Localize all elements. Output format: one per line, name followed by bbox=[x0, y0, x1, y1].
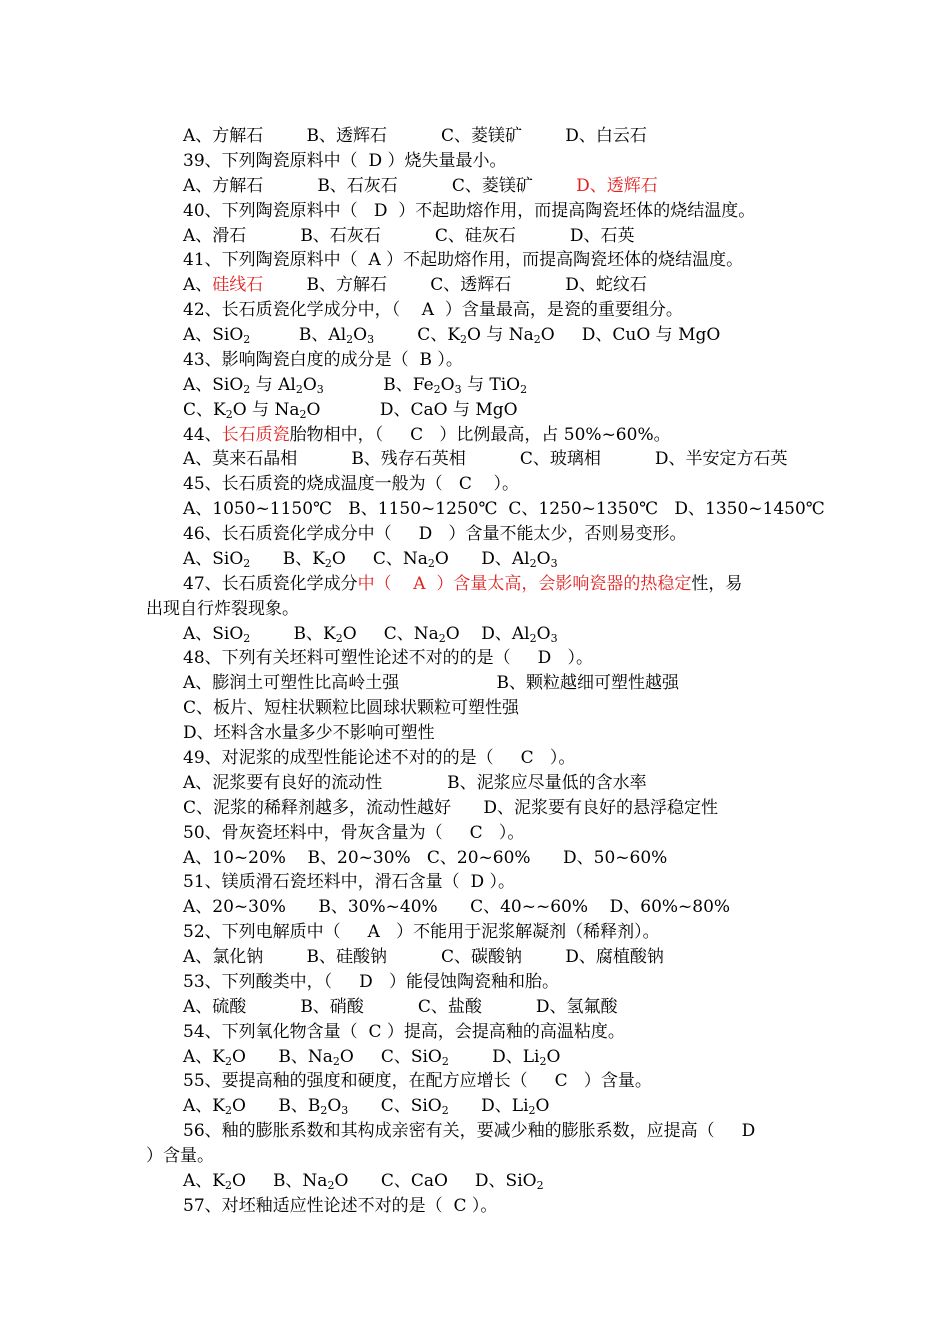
text-segment: A、硫酸 B、硝酸 C、盐酸 D、氢氟酸 bbox=[183, 996, 618, 1017]
text-segment: O bbox=[440, 374, 455, 395]
text-segment: A、10~20% B、20~30% C、20~60% D、50~60% bbox=[183, 847, 668, 868]
subscript: 3 bbox=[367, 333, 375, 347]
text-segment: 53、下列酸类中，（ D ）能侵蚀陶瓷釉和胎。 bbox=[183, 971, 559, 992]
text-segment: 49、对泥浆的成型性能论述不对的的是（ C ）。 bbox=[183, 748, 576, 768]
text-line bbox=[183, 995, 618, 1019]
subscript: 2 bbox=[320, 1104, 328, 1118]
text-segment: C、K bbox=[183, 399, 226, 420]
text-segment: O bbox=[302, 374, 317, 395]
text-line bbox=[183, 1119, 755, 1143]
text-line bbox=[183, 796, 718, 820]
subscript: 3 bbox=[550, 556, 558, 570]
text-segment: 51、镁质滑石瓷坯料中，滑石含量（ D ）。 bbox=[183, 872, 515, 893]
subscript: 2 bbox=[332, 1054, 340, 1068]
text-line bbox=[183, 870, 515, 894]
text-segment: 43、影响陶瓷白度的成分是（ B ）。 bbox=[183, 349, 463, 370]
subscript: 2 bbox=[243, 382, 251, 396]
text-segment: A、氯化钠 B、硅酸钠 C、碳酸钠 D、腐植酸钠 bbox=[183, 947, 664, 968]
text-line bbox=[183, 497, 825, 521]
text-line bbox=[183, 174, 658, 198]
text-segment: 41、下列陶瓷原料中（ A ）不起助熔作用，而提高陶瓷坯体的烧结温度。 bbox=[183, 250, 744, 271]
text-segment: 44、 bbox=[183, 424, 222, 445]
text-line bbox=[183, 696, 519, 720]
subscript: 2 bbox=[441, 1104, 449, 1118]
text-segment: 47、长石质瓷化学成分 bbox=[183, 573, 358, 594]
text-segment: A、 bbox=[183, 275, 213, 296]
text-segment: D、透辉石 bbox=[576, 175, 658, 196]
text-segment: A、1050~1150℃ B、1150~1250℃ C、1250~1350℃ D、1350~1450℃ bbox=[183, 499, 825, 520]
subscript: 2 bbox=[327, 1178, 335, 1192]
text-segment: A、方解石 B、透辉石 C、菱镁矿 D、白云石 bbox=[183, 126, 647, 146]
text-line bbox=[183, 423, 671, 447]
text-line bbox=[183, 447, 788, 471]
subscript: 2 bbox=[536, 1178, 544, 1192]
text-segment: 55、要提高釉的强度和硬度，在配方应增长（ C ）含量。 bbox=[183, 1071, 652, 1092]
text-line bbox=[183, 572, 742, 596]
text-segment: 与 TiO bbox=[461, 374, 521, 395]
text-segment: O B、Na bbox=[231, 1170, 328, 1191]
text-segment: O C、Na bbox=[331, 548, 428, 569]
subscript: 2 bbox=[243, 333, 251, 347]
text-segment: C、SiO bbox=[348, 1096, 442, 1117]
text-line bbox=[183, 1020, 625, 1044]
subscript: 3 bbox=[316, 382, 324, 396]
text-segment: B、方解石 C、透辉石 D、蛇纹石 bbox=[263, 275, 647, 296]
text-line bbox=[183, 149, 506, 173]
text-line bbox=[183, 124, 647, 148]
subscript: 2 bbox=[529, 556, 537, 570]
text-line bbox=[183, 622, 558, 646]
text-segment: 长石质瓷 bbox=[221, 424, 290, 445]
text-line bbox=[183, 920, 660, 944]
text-segment: 性，易 bbox=[691, 573, 743, 594]
text-segment: A、SiO bbox=[183, 374, 244, 395]
text-line bbox=[183, 348, 463, 372]
subscript: 2 bbox=[533, 333, 541, 347]
subscript: 2 bbox=[224, 1054, 232, 1068]
text-segment: 57、对坯釉适应性论述不对的是（ C ）。 bbox=[183, 1195, 498, 1216]
subscript: 2 bbox=[438, 631, 446, 645]
text-segment: D、Li bbox=[448, 1096, 529, 1117]
subscript: 2 bbox=[539, 1054, 547, 1068]
text-segment: 胎物相中，（ C ）比例最高，占 50%~60%。 bbox=[289, 424, 671, 445]
text-segment: 中（ A ）含量太高，会影响瓷器的热稳定 bbox=[357, 573, 692, 594]
text-segment: A、SiO bbox=[183, 548, 244, 569]
text-segment: D、坯料含水量多少不影响可塑性 bbox=[183, 723, 435, 744]
text-line bbox=[183, 472, 519, 496]
text-segment: O bbox=[536, 623, 551, 644]
text-line bbox=[183, 398, 518, 422]
subscript: 2 bbox=[243, 556, 251, 570]
text-line bbox=[183, 746, 575, 770]
subscript: 2 bbox=[295, 382, 303, 396]
text-segment: O D、CuO 与 MgO bbox=[540, 325, 721, 346]
text-segment: O C、CaO D、SiO bbox=[334, 1170, 537, 1191]
text-segment: O D、CaO 与 MgO bbox=[306, 399, 518, 420]
text-line bbox=[183, 1194, 497, 1218]
text-segment: 46、长石质瓷化学成分中（ D ）含量不能太少，否则易变形。 bbox=[183, 524, 687, 545]
text-segment: 52、下列电解质中（ A ）不能用于泥浆解凝剂（稀释剂）。 bbox=[183, 922, 660, 943]
text-segment: A、20~30% B、30%~40% C、40~~60% D、60%~80% bbox=[183, 897, 731, 918]
text-segment: O D、Al bbox=[445, 623, 530, 644]
text-segment: O B、B bbox=[231, 1096, 321, 1117]
text-segment: C、泥浆的稀释剂越多，流动性越好 D、泥浆要有良好的悬浮稳定性 bbox=[183, 797, 719, 818]
subscript: 2 bbox=[335, 631, 343, 645]
text-segment: A、K bbox=[183, 1046, 225, 1067]
text-line bbox=[183, 771, 647, 795]
text-segment: 39、下列陶瓷原料中（ D ）烧失量最小。 bbox=[183, 150, 507, 171]
text-line bbox=[183, 298, 683, 322]
text-segment: 50、骨灰瓷坯料中，骨灰含量为（ C ）。 bbox=[183, 822, 525, 843]
text-line bbox=[183, 323, 720, 347]
subscript: 2 bbox=[520, 382, 528, 396]
text-segment: O D、Al bbox=[434, 548, 530, 569]
text-segment: O 与 Na bbox=[232, 399, 300, 420]
text-segment: O bbox=[535, 1096, 550, 1117]
subscript: 2 bbox=[346, 333, 354, 347]
text-line bbox=[183, 522, 687, 546]
text-segment: O bbox=[546, 1046, 561, 1067]
text-line bbox=[183, 224, 635, 248]
text-line bbox=[183, 970, 559, 994]
subscript: 3 bbox=[341, 1104, 349, 1118]
subscript: 2 bbox=[299, 407, 307, 421]
text-segment: D、Li bbox=[448, 1046, 540, 1067]
text-segment: O B、Na bbox=[231, 1046, 333, 1067]
text-segment: 54、下列氧化物含量（ C ）提高，会提高釉的高温粘度。 bbox=[183, 1021, 625, 1042]
text-segment: ）含量。 bbox=[146, 1146, 214, 1167]
text-line bbox=[146, 1144, 214, 1168]
text-segment: B、Al bbox=[250, 325, 347, 346]
text-line bbox=[183, 671, 679, 695]
text-line bbox=[183, 895, 730, 919]
subscript: 2 bbox=[528, 1104, 536, 1118]
text-line bbox=[183, 846, 667, 870]
text-segment: 40、下列陶瓷原料中（ D ）不起助熔作用，而提高陶瓷坯体的烧结温度。 bbox=[183, 200, 756, 221]
text-segment: A、SiO bbox=[183, 623, 244, 644]
text-segment: B、K bbox=[250, 548, 325, 569]
subscript: 2 bbox=[224, 1104, 232, 1118]
text-segment: B、K bbox=[250, 623, 336, 644]
text-segment: A、泥浆要有良好的流动性 B、泥浆应尽量低的含水率 bbox=[183, 772, 647, 793]
text-segment: O bbox=[536, 548, 551, 569]
text-segment: A、SiO bbox=[183, 325, 244, 346]
text-segment: A、方解石 B、石灰石 C、菱镁矿 bbox=[183, 175, 577, 196]
text-segment: 与 Al bbox=[250, 374, 296, 395]
subscript: 2 bbox=[243, 631, 251, 645]
text-line bbox=[183, 199, 755, 223]
text-line bbox=[183, 1045, 560, 1069]
text-line bbox=[183, 1169, 544, 1193]
text-segment: O bbox=[353, 325, 368, 346]
text-line bbox=[183, 646, 593, 670]
subscript: 2 bbox=[324, 556, 332, 570]
text-segment: 45、长石质瓷的烧成温度一般为（ C ）。 bbox=[183, 474, 519, 495]
subscript: 2 bbox=[441, 1054, 449, 1068]
subscript: 2 bbox=[225, 407, 233, 421]
text-segment: A、莫来石晶相 B、残存石英相 C、玻璃相 D、半安定方石英 bbox=[183, 449, 788, 470]
subscript: 2 bbox=[529, 631, 537, 645]
text-line bbox=[146, 597, 299, 621]
text-segment: A、K bbox=[183, 1170, 225, 1191]
subscript: 3 bbox=[454, 382, 462, 396]
text-line bbox=[183, 721, 435, 745]
subscript: 2 bbox=[427, 556, 435, 570]
text-segment: O 与 Na bbox=[467, 325, 534, 346]
text-segment: 48、下列有关坯料可塑性论述不对的的是（ D ）。 bbox=[183, 648, 593, 669]
text-line bbox=[183, 273, 647, 297]
text-line bbox=[183, 248, 743, 272]
text-segment: O C、Na bbox=[342, 623, 439, 644]
text-line bbox=[183, 1094, 549, 1118]
text-segment: 出现自行炸裂现象。 bbox=[146, 598, 299, 619]
text-line bbox=[183, 945, 664, 969]
subscript: 2 bbox=[224, 1178, 232, 1192]
subscript: 2 bbox=[433, 382, 441, 396]
text-segment: A、K bbox=[183, 1096, 225, 1117]
text-segment: 硅线石 bbox=[212, 275, 264, 296]
text-segment: C、板片、短柱状颗粒比圆球状颗粒可塑性强 bbox=[183, 698, 520, 719]
subscript: 3 bbox=[550, 631, 558, 645]
text-line bbox=[183, 1069, 652, 1093]
text-segment: O C、SiO bbox=[339, 1046, 442, 1067]
text-segment: O bbox=[327, 1096, 342, 1117]
text-line bbox=[183, 373, 527, 397]
subscript: 2 bbox=[460, 333, 468, 347]
text-segment: A、滑石 B、石灰石 C、硅灰石 D、石英 bbox=[183, 225, 635, 246]
text-line bbox=[183, 547, 558, 571]
text-segment: A、膨润土可塑性比高岭土强 B、颗粒越细可塑性越强 bbox=[183, 673, 680, 694]
text-segment: B、Fe bbox=[323, 374, 434, 395]
text-segment: 56、釉的膨胀系数和其构成亲密有关，要减少釉的膨胀系数，应提高（ D bbox=[183, 1121, 756, 1142]
text-segment: C、K bbox=[374, 325, 461, 346]
text-line bbox=[183, 821, 524, 845]
text-segment: 42、长石质瓷化学成分中，（ A ）含量最高，是瓷的重要组分。 bbox=[183, 300, 683, 321]
